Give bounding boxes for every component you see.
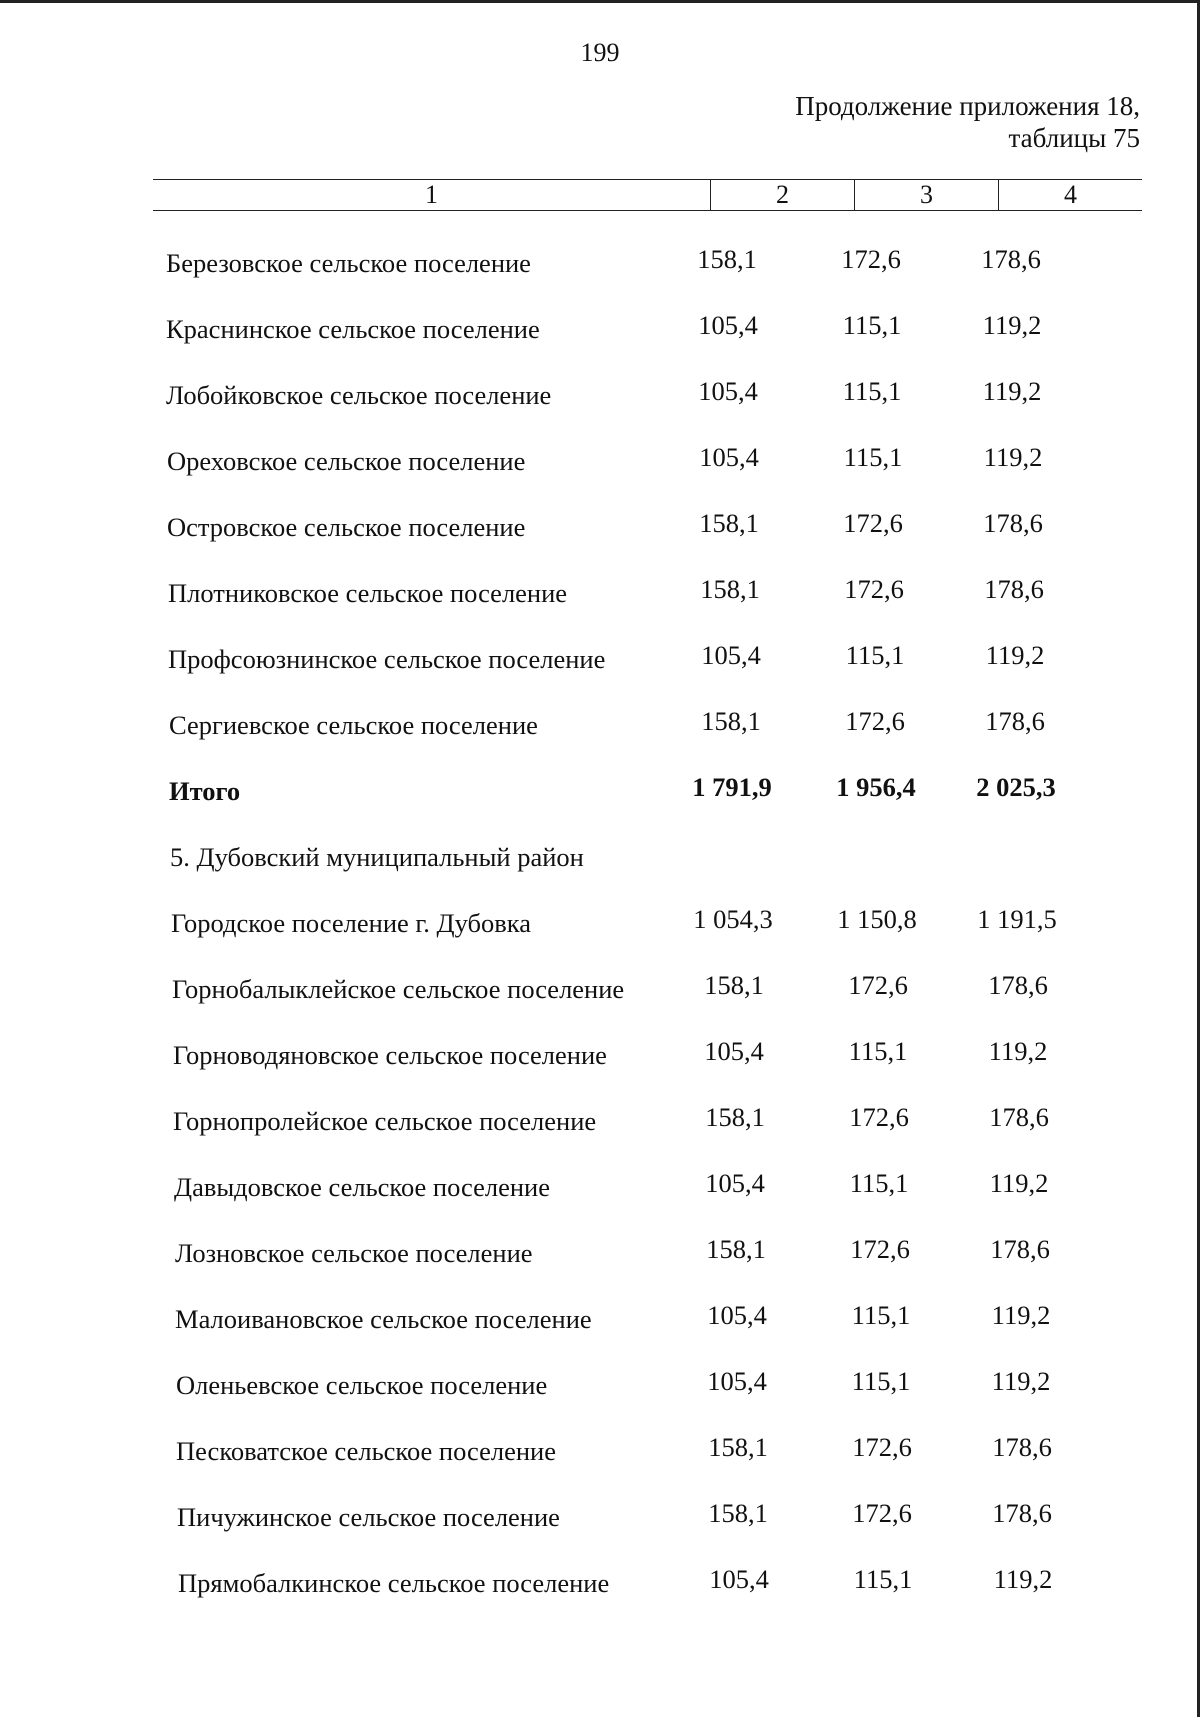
cell-col-3: 172,6 <box>849 1102 909 1132</box>
row-name: Горнобалыклейское сельское поселение <box>172 974 625 1004</box>
cell-col-2: 1 791,9 <box>692 772 772 802</box>
cell-col-3: 172,6 <box>850 1234 910 1264</box>
row-name: Городское поселение г. Дубовка <box>171 908 531 938</box>
cell-col-4: 119,2 <box>985 640 1045 670</box>
cell-col-4: 178,6 <box>981 244 1041 274</box>
cell-col-4: 178,6 <box>988 970 1048 1000</box>
cell-col-4: 119,2 <box>982 376 1042 406</box>
row-name: Профсоюзнинское сельское поселение <box>168 644 606 674</box>
cell-col-3: 115,1 <box>845 640 905 670</box>
cell-col-4: 178,6 <box>983 508 1043 538</box>
table-header <box>153 179 1142 211</box>
table-row <box>0 560 1200 626</box>
table-row <box>0 1550 1200 1616</box>
cell-col-4: 178,6 <box>985 706 1045 736</box>
column-header-2: 2 <box>710 180 854 210</box>
cell-col-4: 119,2 <box>989 1168 1049 1198</box>
row-name: Песковатское сельское поселение <box>176 1436 556 1466</box>
cell-col-2: 105,4 <box>707 1366 767 1396</box>
cell-col-2: 158,1 <box>697 244 757 274</box>
cell-col-4: 178,6 <box>992 1498 1052 1528</box>
row-name: Сергиевское сельское поселение <box>169 710 538 740</box>
table-row <box>0 494 1200 560</box>
page-number: 199 <box>580 38 620 67</box>
caption-line-2: таблицы 75 <box>1008 123 1140 153</box>
cell-col-2: 158,1 <box>704 970 764 1000</box>
row-name: Ореховское сельское поселение <box>167 446 526 476</box>
cell-col-4: 178,6 <box>990 1234 1050 1264</box>
table-row <box>0 890 1200 956</box>
row-name: Краснинское сельское поселение <box>166 314 540 344</box>
cell-col-3: 115,1 <box>851 1300 911 1330</box>
table-body <box>0 230 1200 1616</box>
cell-col-3: 115,1 <box>849 1168 909 1198</box>
table-row <box>0 1286 1200 1352</box>
cell-col-4: 119,2 <box>991 1300 1051 1330</box>
row-name: 5. Дубовский муниципальный район <box>170 842 584 872</box>
row-name: Малоивановское сельское поселение <box>175 1304 592 1334</box>
cell-col-3: 172,6 <box>841 244 901 274</box>
row-name: Оленьевское сельское поселение <box>176 1370 548 1400</box>
cell-col-3: 1 956,4 <box>836 772 916 802</box>
column-header-1: 1 <box>425 180 438 209</box>
table-row <box>0 230 1200 296</box>
cell-col-4: 178,6 <box>989 1102 1049 1132</box>
table-row <box>0 692 1200 758</box>
table-row <box>0 362 1200 428</box>
cell-col-3: 172,6 <box>845 706 905 736</box>
cell-col-4: 178,6 <box>984 574 1044 604</box>
table-row <box>0 1088 1200 1154</box>
cell-col-4: 2 025,3 <box>976 772 1056 802</box>
table-row <box>0 1154 1200 1220</box>
row-name: Лобойковское сельское поселение <box>166 380 552 410</box>
row-name: Лозновское сельское поселение <box>175 1238 533 1268</box>
table-caption <box>795 90 1140 154</box>
table-row <box>0 1352 1200 1418</box>
cell-col-2: 158,1 <box>708 1432 768 1462</box>
table-row <box>0 428 1200 494</box>
table-row <box>0 1022 1200 1088</box>
cell-col-3: 172,6 <box>843 508 903 538</box>
column-header-3: 3 <box>854 180 998 210</box>
cell-col-4: 119,2 <box>993 1564 1053 1594</box>
cell-col-2: 105,4 <box>698 376 758 406</box>
cell-col-4: 178,6 <box>992 1432 1052 1462</box>
cell-col-2: 158,1 <box>700 574 760 604</box>
cell-col-3: 115,1 <box>848 1036 908 1066</box>
cell-col-2: 105,4 <box>699 442 759 472</box>
cell-col-4: 119,2 <box>991 1366 1051 1396</box>
cell-col-3: 172,6 <box>852 1498 912 1528</box>
cell-col-2: 158,1 <box>701 706 761 736</box>
row-name: Островское сельское поселение <box>167 512 526 542</box>
row-name: Горноводяновское сельское поселение <box>173 1040 607 1070</box>
page-border-top <box>0 0 1200 3</box>
row-name: Горнопролейское сельское поселение <box>173 1106 597 1136</box>
table-row <box>0 1220 1200 1286</box>
cell-col-2: 105,4 <box>709 1564 769 1594</box>
cell-col-3: 115,1 <box>851 1366 911 1396</box>
cell-col-3: 115,1 <box>842 376 902 406</box>
cell-col-2: 105,4 <box>705 1168 765 1198</box>
table-row <box>0 1418 1200 1484</box>
table-row <box>0 296 1200 362</box>
cell-col-2: 158,1 <box>708 1498 768 1528</box>
cell-col-2: 1 054,3 <box>693 904 773 934</box>
row-name: Итого <box>169 776 241 806</box>
cell-col-2: 105,4 <box>707 1300 767 1330</box>
cell-col-2: 158,1 <box>705 1102 765 1132</box>
row-name: Давыдовское сельское поселение <box>174 1172 550 1202</box>
cell-col-4: 119,2 <box>988 1036 1048 1066</box>
table-row <box>0 626 1200 692</box>
cell-col-3: 172,6 <box>848 970 908 1000</box>
cell-col-3: 1 150,8 <box>837 904 917 934</box>
row-name: Плотниковское сельское поселение <box>168 578 568 608</box>
cell-col-3: 115,1 <box>842 310 902 340</box>
row-name: Березовское сельское поселение <box>166 248 531 278</box>
cell-col-2: 158,1 <box>706 1234 766 1264</box>
cell-col-4: 119,2 <box>982 310 1042 340</box>
cell-col-2: 105,4 <box>704 1036 764 1066</box>
table-row <box>0 824 1200 890</box>
cell-col-3: 172,6 <box>852 1432 912 1462</box>
caption-line-1: Продолжение приложения 18, <box>795 91 1140 121</box>
table-row <box>0 758 1200 824</box>
row-name: Прямобалкинское сельское поселение <box>178 1568 610 1598</box>
row-name: Пичужинское сельское поселение <box>177 1502 560 1532</box>
cell-col-3: 172,6 <box>844 574 904 604</box>
cell-col-3: 115,1 <box>853 1564 913 1594</box>
table-row <box>0 1484 1200 1550</box>
cell-col-2: 105,4 <box>701 640 761 670</box>
cell-col-4: 1 191,5 <box>977 904 1057 934</box>
cell-col-2: 158,1 <box>699 508 759 538</box>
cell-col-4: 119,2 <box>983 442 1043 472</box>
table-row <box>0 956 1200 1022</box>
column-header-4: 4 <box>998 180 1142 210</box>
cell-col-3: 115,1 <box>843 442 903 472</box>
cell-col-2: 105,4 <box>698 310 758 340</box>
